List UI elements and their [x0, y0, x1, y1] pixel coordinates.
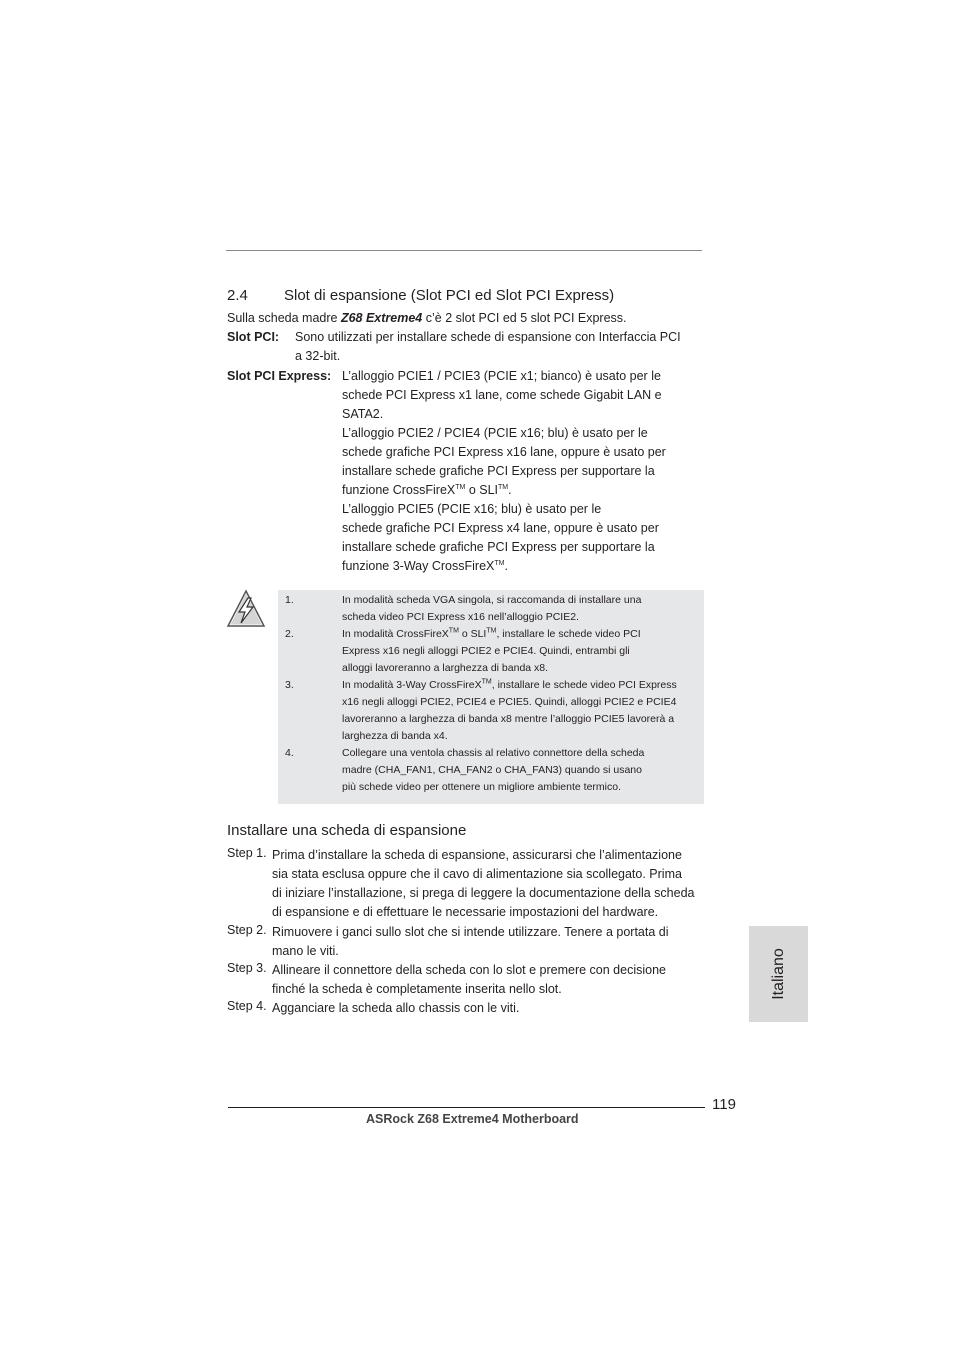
step-text: Allineare il connettore della scheda con lo slot e premere con decisione finché la scheda è completamente inserita nello slot.: [272, 963, 666, 996]
footer-divider: [228, 1107, 705, 1108]
language-label: Italiano: [769, 948, 787, 1000]
note-number: 2.: [285, 628, 294, 640]
intro-text: Sulla scheda madre Z68 Extreme4 c’è 2 slot PCI ed 5 slot PCI Express.: [227, 311, 627, 325]
section-title: Slot di espansione (Slot PCI ed Slot PCI Express): [284, 287, 615, 304]
step-text: Rimuovere i ganci sullo slot che si intende utilizzare. Tenere a portata di mano le viti.: [272, 925, 669, 958]
language-side-tab: [749, 926, 808, 1022]
note-number: 4.: [285, 747, 294, 759]
note-number: 3.: [285, 679, 294, 691]
step-text: Prima d’installare la scheda di espansione, assicurarsi che l’alimentazione sia stata esclusa oppure che il cavo di alimentazione sia scollegato. Prima di iniziare l’installazione, si prega di leggere la documentazione della scheda di espansione e di effettuare le necessarie impostazioni del hardware.: [272, 848, 695, 919]
step-label: Step 2.: [227, 923, 267, 937]
note-text: In modalità 3-Way CrossFireX™, installare le schede video PCI Express x16 negli alloggi PCIE2, PCIE4 e PCIE5. Quindi, alloggi PCIE2 e PCIE4 lavoreranno a larghezza di banda x8 mentre l’alloggio PCIE5 lavorerà a larghezza di banda x4.: [342, 678, 677, 742]
pci-slot-description: Sono utilizzati per installare schede di espansione con Interfaccia PCI a 32-bit.: [295, 330, 681, 363]
note-text: Collegare una ventola chassis al relativo connettore della scheda madre (CHA_FAN1, CHA_FAN2 o CHA_FAN3) quando si usano più schede video per ottenere un migliore ambiente termico.: [342, 747, 645, 793]
note-text: In modalità CrossFireX™ o SLI™, installare le schede video PCI Express x16 negli alloggi PCIE2 e PCIE4. Quindi, entrambi gli alloggi lavoreranno a larghezza di banda x8.: [342, 627, 641, 674]
footer-title: ASRock Z68 Extreme4 Motherboard: [366, 1112, 579, 1126]
page-number: 119: [712, 1096, 736, 1113]
note-number: 1.: [285, 594, 294, 606]
install-section-title: Installare una scheda di espansione: [227, 822, 467, 839]
note-text: In modalità scheda VGA singola, si raccomanda di installare una scheda video PCI Express x16 nell’alloggio PCIE2.: [342, 594, 642, 623]
step-label: Step 1.: [227, 846, 267, 860]
pcie-slot-label: Slot PCI Express:: [227, 369, 332, 383]
warning-lightning-icon: [226, 589, 266, 629]
product-name: Z68 Extreme4: [340, 311, 423, 325]
step-label: Step 4.: [227, 999, 267, 1013]
step-text: Agganciare la scheda allo chassis con le viti.: [272, 1001, 520, 1015]
top-divider: [226, 250, 702, 251]
pcie-slot-description: L’alloggio PCIE1 / PCIE3 (PCIE x1; bianco) è usato per le schede PCI Express x1 lane, come schede Gigabit LAN e SATA2. L’alloggio PCIE2 / PCIE4 (PCIE x16; blu) è usato per le schede grafiche PCI Express x16 lane, oppure è usato per installare schede grafiche PCI Express per supportare la funzione CrossFireX™ o SLI™. L’alloggio PCIE5 (PCIE x16; blu) è usato per le schede grafiche PCI Express x4 lane, oppure è usato per installare schede grafiche PCI Express per supportare la funzione 3-Way CrossFireX™.: [342, 369, 666, 573]
pci-slot-label: Slot PCI:: [227, 330, 280, 344]
section-number: 2.4: [227, 287, 248, 304]
step-label: Step 3.: [227, 961, 267, 975]
